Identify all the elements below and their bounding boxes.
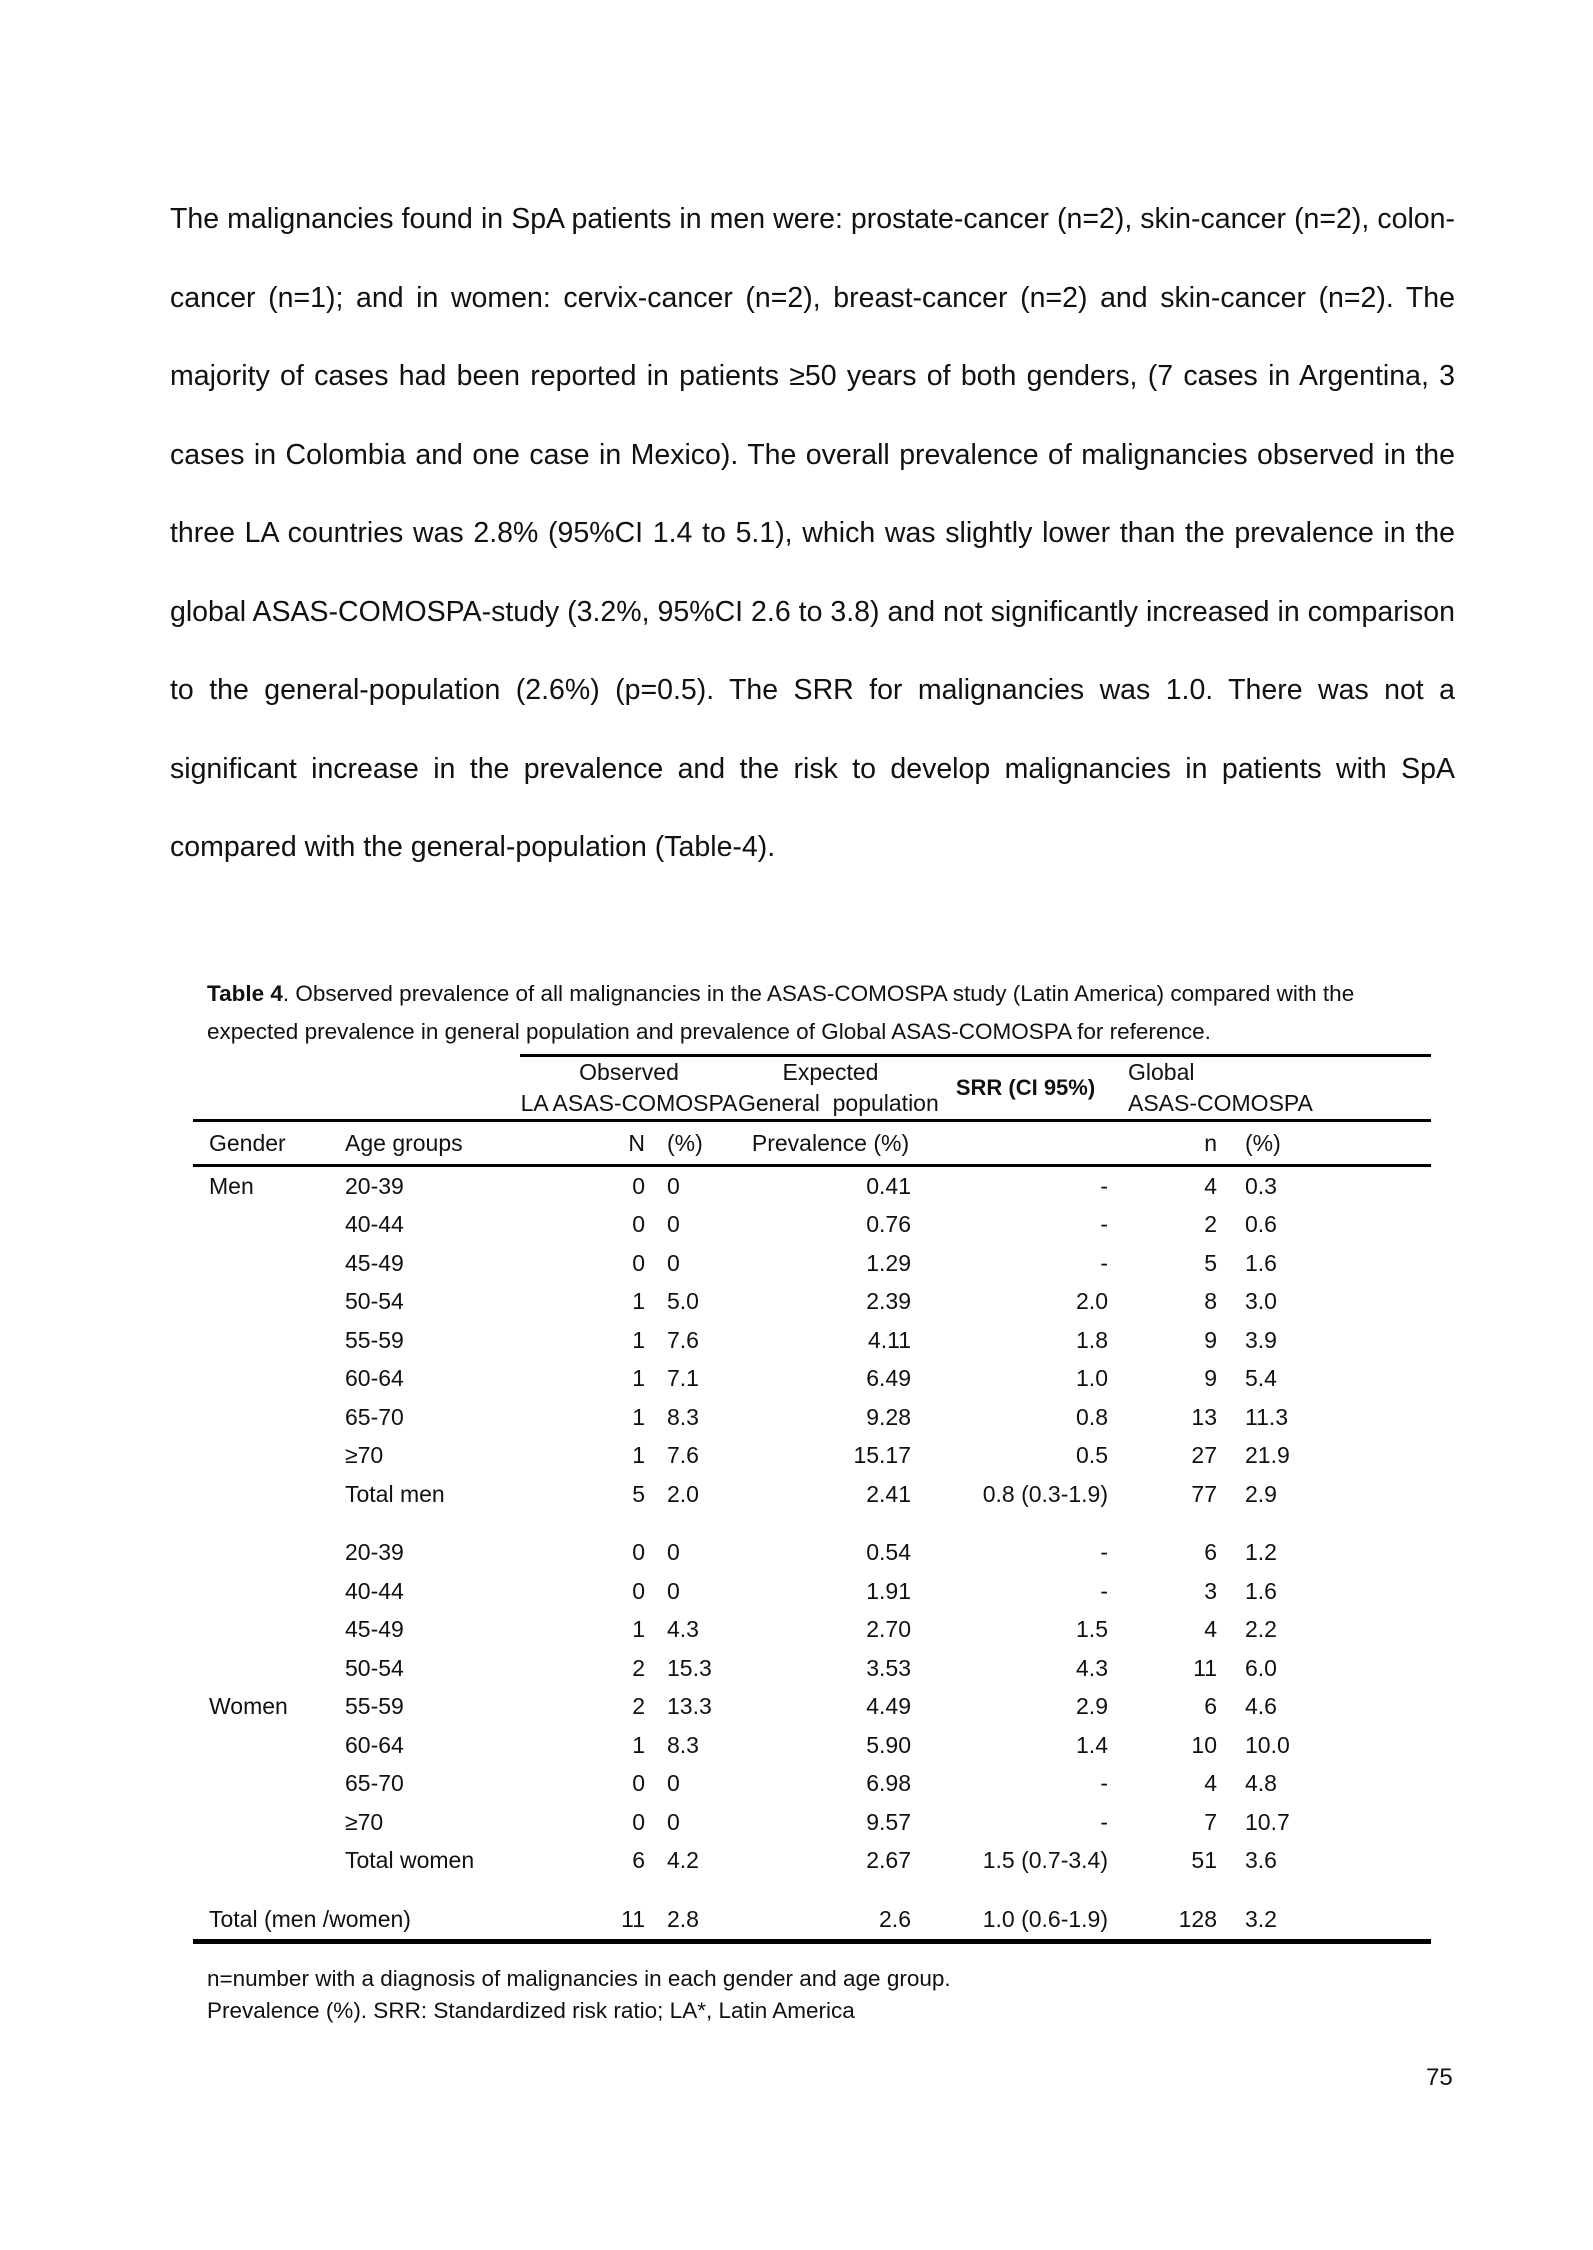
prevalence-cell: 4.49 — [866, 1693, 911, 1720]
observed-n-cell: 1 — [632, 1288, 645, 1315]
table-row — [193, 1475, 1431, 1514]
age-group-cell: 55-59 — [345, 1693, 404, 1720]
global-n-cell: 2 — [1204, 1211, 1217, 1238]
global-n-cell: 7 — [1204, 1808, 1217, 1835]
footnote-1: n=number with a diagnosis of malignancies in each gender and age group. — [207, 1966, 951, 1991]
srr-header: SRR (CI 95%) — [923, 1056, 1128, 1121]
age-group-cell: 40-44 — [345, 1577, 404, 1604]
prevalence-cell: 9.28 — [866, 1403, 911, 1430]
global-n-cell: 8 — [1204, 1288, 1217, 1315]
expected-header-line2: General population — [738, 1090, 939, 1116]
table-row — [193, 1360, 1431, 1399]
observed-pct-cell: 7.6 — [667, 1442, 699, 1469]
observed-pct-cell: 5.0 — [667, 1288, 699, 1315]
observed-n-cell: 1 — [632, 1326, 645, 1353]
observed-n-cell: 11 — [520, 1900, 653, 1941]
prevalence-cell: 0.41 — [866, 1172, 911, 1199]
global-n-cell: 27 — [1191, 1442, 1217, 1469]
global-pct-cell: 0.3 — [1245, 1172, 1277, 1199]
age-group-cell: 60-64 — [345, 1731, 404, 1758]
table-row — [193, 1206, 1431, 1245]
gender-cell — [193, 1360, 345, 1399]
observed-n-cell: 0 — [632, 1808, 645, 1835]
global-n-cell: 10 — [1191, 1731, 1217, 1758]
table-row — [193, 1244, 1431, 1283]
global-n-cell: 4 — [1204, 1616, 1217, 1643]
age-group-cell: 20-39 — [345, 1172, 404, 1199]
observed-pct-cell: 4.2 — [667, 1847, 699, 1874]
gender-cell: Men — [209, 1172, 254, 1199]
observed-n-cell: 6 — [632, 1847, 645, 1874]
table-row — [193, 1803, 1431, 1842]
srr-cell: 1.0 — [1076, 1365, 1108, 1392]
global-pct-cell: 2.9 — [1245, 1480, 1277, 1507]
gender-cell — [193, 1765, 345, 1804]
prevalence-cell: 2.39 — [866, 1288, 911, 1315]
prevalence-cell: 2.41 — [866, 1480, 911, 1507]
gender-cell — [193, 1244, 345, 1283]
observed-header — [520, 1056, 738, 1121]
srr-cell: 0.8 (0.3-1.9) — [982, 1480, 1108, 1507]
prevalence-cell: 6.98 — [866, 1770, 911, 1797]
malignancy-prevalence-table — [193, 1054, 1431, 1944]
observed-pct-cell: 2.8 — [653, 1900, 738, 1941]
srr-cell: - — [1100, 1770, 1108, 1797]
prevalence-cell: 15.17 — [853, 1442, 911, 1469]
prevalence-cell: 1.29 — [866, 1249, 911, 1276]
observed-n-cell: 0 — [632, 1577, 645, 1604]
global-header-line2: ASAS-COMOSPA — [1128, 1090, 1313, 1116]
observed-n-cell: 2 — [632, 1693, 645, 1720]
prevalence-cell: 0.54 — [866, 1539, 911, 1566]
observed-pct-cell: 7.6 — [667, 1326, 699, 1353]
global-pct-cell: 1.2 — [1245, 1539, 1277, 1566]
table-row — [193, 1321, 1431, 1360]
gender-cell — [193, 1398, 345, 1437]
observed-n-cell: 1 — [632, 1731, 645, 1758]
observed-n-cell: 1 — [632, 1365, 645, 1392]
global-n-cell: 13 — [1191, 1403, 1217, 1430]
table-caption-label: Table 4 — [207, 981, 283, 1006]
global-pct-cell: 3.0 — [1245, 1288, 1277, 1315]
age-groups-header: Age groups — [345, 1129, 463, 1156]
page-number: 75 — [1426, 2064, 1453, 2091]
age-group-cell: 60-64 — [345, 1365, 404, 1392]
global-n-cell: 77 — [1191, 1480, 1217, 1507]
global-n-cell: 6 — [1204, 1539, 1217, 1566]
observed-n-cell: 2 — [632, 1654, 645, 1681]
gender-cell — [193, 1475, 345, 1514]
gender-cell: Women — [209, 1693, 288, 1720]
observed-pct-cell: 0 — [667, 1539, 680, 1566]
global-pct-cell: 2.2 — [1245, 1616, 1277, 1643]
observed-n-cell: 0 — [632, 1770, 645, 1797]
observed-n-cell: 0 — [632, 1539, 645, 1566]
prevalence-cell: 6.49 — [866, 1365, 911, 1392]
observed-n-cell: 0 — [632, 1211, 645, 1238]
table-row — [193, 1842, 1431, 1881]
global-pct-header: (%) — [1245, 1129, 1281, 1156]
srr-cell: 1.8 — [1076, 1326, 1108, 1353]
observed-pct-cell: 0 — [667, 1577, 680, 1604]
age-group-cell: ≥70 — [345, 1808, 384, 1835]
observed-n-cell: 1 — [632, 1403, 645, 1430]
gender-cell — [193, 1534, 345, 1573]
age-group-cell: 65-70 — [345, 1403, 404, 1430]
prevalence-cell: 5.90 — [866, 1731, 911, 1758]
body-paragraph: The malignancies found in SpA patients in men were: prostate-cancer (n=2), skin-cancer (n=2), colon-cancer (n=1); and in women: cervix-cancer (n=2), breast-cancer (n=2) and skin-cancer (n=2). The majority of cases had been reported in patients ≥50 years of both genders, (7 cases in Argentina, 3 cases in Colombia and one case in Mexico). The overall prevalence of malignancies observed in the three LA countries was 2.8% (95%CI 1.4 to 5.1), which was slightly lower than the prevalence in the global ASAS-COMOSPA-study (3.2%, 95%CI 2.6 to 3.8) and not significantly increased in comparison to the general-population (2.6%) (p=0.5). The SRR for malignancies was 1.0. There was not a significant increase in the prevalence and the risk to develop malignancies in patients with SpA compared with the general-population (Table-4). — [170, 203, 1455, 863]
table-row — [193, 1572, 1431, 1611]
observed-pct-cell: 0 — [667, 1172, 680, 1199]
global-n-cell: 4 — [1204, 1172, 1217, 1199]
global-pct-cell: 10.0 — [1245, 1731, 1290, 1758]
prevalence-cell: 2.70 — [866, 1616, 911, 1643]
global-n-cell: 4 — [1204, 1770, 1217, 1797]
observed-pct-cell: 0 — [667, 1249, 680, 1276]
observed-n-cell: 5 — [632, 1480, 645, 1507]
table-footnotes — [207, 1963, 951, 2027]
age-group-cell: 45-49 — [345, 1249, 404, 1276]
srr-cell: - — [1100, 1808, 1108, 1835]
table-row — [193, 1688, 1431, 1727]
observed-header-line2: LA ASAS-COMOSPA — [520, 1090, 738, 1116]
gender-cell — [193, 1437, 345, 1476]
global-pct-cell: 10.7 — [1245, 1808, 1290, 1835]
table-row — [193, 1765, 1431, 1804]
global-n-cell: 11 — [1193, 1654, 1217, 1681]
srr-cell: - — [1100, 1577, 1108, 1604]
table-row — [193, 1283, 1431, 1322]
table-gap-row — [193, 1880, 1431, 1900]
table-caption — [207, 975, 1447, 1051]
prevalence-cell: 2.6 — [738, 1900, 923, 1941]
observed-pct-cell: 7.1 — [667, 1365, 699, 1392]
gender-header: Gender — [209, 1129, 286, 1156]
srr-cell: - — [1100, 1539, 1108, 1566]
age-group-cell: 65-70 — [345, 1770, 404, 1797]
gender-cell — [193, 1206, 345, 1245]
table-row — [193, 1611, 1431, 1650]
table-row — [193, 1726, 1431, 1765]
gender-cell — [193, 1572, 345, 1611]
prevalence-cell: 4.11 — [867, 1326, 911, 1353]
srr-cell: 2.0 — [1076, 1288, 1108, 1315]
table-row — [193, 1166, 1431, 1206]
global-n-cell: 3 — [1204, 1577, 1217, 1604]
gender-cell — [193, 1611, 345, 1650]
body-paragraph-block — [170, 180, 1455, 887]
observed-n-cell: 1 — [632, 1616, 645, 1643]
global-pct-cell: 5.4 — [1245, 1365, 1277, 1392]
srr-cell: - — [1100, 1172, 1108, 1199]
observed-pct-cell: 8.3 — [667, 1403, 699, 1430]
observed-pct-cell: 4.3 — [667, 1616, 699, 1643]
global-pct-cell: 0.6 — [1245, 1211, 1277, 1238]
gender-cell — [193, 1321, 345, 1360]
srr-cell: - — [1100, 1249, 1108, 1276]
observed-n-header: N — [628, 1129, 645, 1156]
global-n-header: n — [1204, 1129, 1217, 1156]
gender-cell — [193, 1283, 345, 1322]
observed-pct-cell: 0 — [667, 1211, 680, 1238]
srr-cell: - — [1100, 1211, 1108, 1238]
prevalence-header: Prevalence (%) — [751, 1129, 910, 1156]
table-row — [193, 1649, 1431, 1688]
srr-cell: 1.5 — [1076, 1616, 1108, 1643]
table-body — [193, 1166, 1431, 1942]
srr-cell: 0.8 — [1076, 1403, 1108, 1430]
table-row — [193, 1398, 1431, 1437]
table-gap-row — [193, 1514, 1431, 1534]
observed-pct-cell: 13.3 — [667, 1693, 712, 1720]
expected-header-line1: Expected — [782, 1059, 879, 1085]
age-group-cell: Total men — [345, 1480, 445, 1507]
srr-cell: 1.5 (0.7-3.4) — [982, 1847, 1108, 1874]
footnote-2: Prevalence (%). SRR: Standardized risk ratio; LA*, Latin America — [207, 1998, 855, 2023]
global-pct-cell: 1.6 — [1245, 1249, 1277, 1276]
gender-cell — [193, 1649, 345, 1688]
prevalence-cell: 2.67 — [866, 1847, 911, 1874]
global-pct-cell: 3.9 — [1245, 1326, 1277, 1353]
srr-cell: 4.3 — [1076, 1654, 1108, 1681]
global-pct-cell: 21.9 — [1245, 1442, 1290, 1469]
age-group-cell: 45-49 — [345, 1616, 404, 1643]
table-sub-header-row — [193, 1121, 1431, 1166]
age-group-cell: 20-39 — [345, 1539, 404, 1566]
global-header — [1128, 1056, 1431, 1121]
prevalence-cell: 9.57 — [866, 1808, 911, 1835]
observed-header-line1: Observed — [579, 1059, 679, 1085]
table-row — [193, 1534, 1431, 1573]
gender-cell — [193, 1726, 345, 1765]
srr-cell: 1.4 — [1076, 1731, 1108, 1758]
global-pct-cell: 4.6 — [1245, 1693, 1277, 1720]
global-pct-cell: 1.6 — [1245, 1577, 1277, 1604]
age-group-cell: Total women — [345, 1847, 475, 1874]
global-n-cell: 5 — [1204, 1249, 1217, 1276]
global-n-cell: 51 — [1191, 1847, 1217, 1874]
observed-n-cell: 1 — [632, 1442, 645, 1469]
gender-cell — [193, 1803, 345, 1842]
global-pct-cell: 11.3 — [1245, 1403, 1289, 1430]
global-pct-cell: 4.8 — [1245, 1770, 1277, 1797]
observed-pct-cell: 8.3 — [667, 1731, 699, 1758]
srr-cell: 1.0 (0.6-1.9) — [923, 1900, 1128, 1941]
prevalence-cell: 3.53 — [866, 1654, 911, 1681]
global-pct-cell: 3.6 — [1245, 1847, 1277, 1874]
global-header-line1: Global — [1128, 1059, 1195, 1085]
global-pct-cell: 3.2 — [1231, 1900, 1431, 1941]
age-group-cell: ≥70 — [345, 1442, 384, 1469]
observed-pct-cell: 2.0 — [667, 1480, 699, 1507]
observed-pct-header: (%) — [667, 1129, 703, 1156]
age-group-cell: 40-44 — [345, 1211, 404, 1238]
age-group-cell: 50-54 — [345, 1288, 404, 1315]
global-pct-cell: 6.0 — [1245, 1654, 1277, 1681]
total-label-cell: Total (men /women) — [193, 1900, 520, 1941]
age-group-cell: 55-59 — [345, 1326, 404, 1353]
observed-pct-cell: 0 — [667, 1808, 680, 1835]
table-group-header-row — [193, 1056, 1431, 1121]
observed-n-cell: 0 — [632, 1249, 645, 1276]
global-n-cell: 9 — [1204, 1365, 1217, 1392]
expected-header — [738, 1056, 939, 1121]
srr-cell: 2.9 — [1076, 1693, 1108, 1720]
prevalence-cell: 1.91 — [866, 1577, 911, 1604]
observed-pct-cell: 15.3 — [667, 1654, 712, 1681]
srr-cell: 0.5 — [1076, 1442, 1108, 1469]
table-caption-text: . Observed prevalence of all malignancies in the ASAS-COMOSPA study (Latin America) compared with the expected prevalence in general population and prevalence of Global ASAS-COMOSPA for reference. — [207, 981, 1355, 1044]
table-total-row — [193, 1900, 1431, 1941]
table-row — [193, 1437, 1431, 1476]
global-n-cell: 9 — [1204, 1326, 1217, 1353]
global-n-cell: 6 — [1204, 1693, 1217, 1720]
global-n-cell: 128 — [1128, 1900, 1231, 1941]
observed-n-cell: 0 — [632, 1172, 645, 1199]
age-group-cell: 50-54 — [345, 1654, 404, 1681]
gender-cell — [193, 1842, 345, 1881]
observed-pct-cell: 0 — [667, 1770, 680, 1797]
prevalence-cell: 0.76 — [866, 1211, 911, 1238]
